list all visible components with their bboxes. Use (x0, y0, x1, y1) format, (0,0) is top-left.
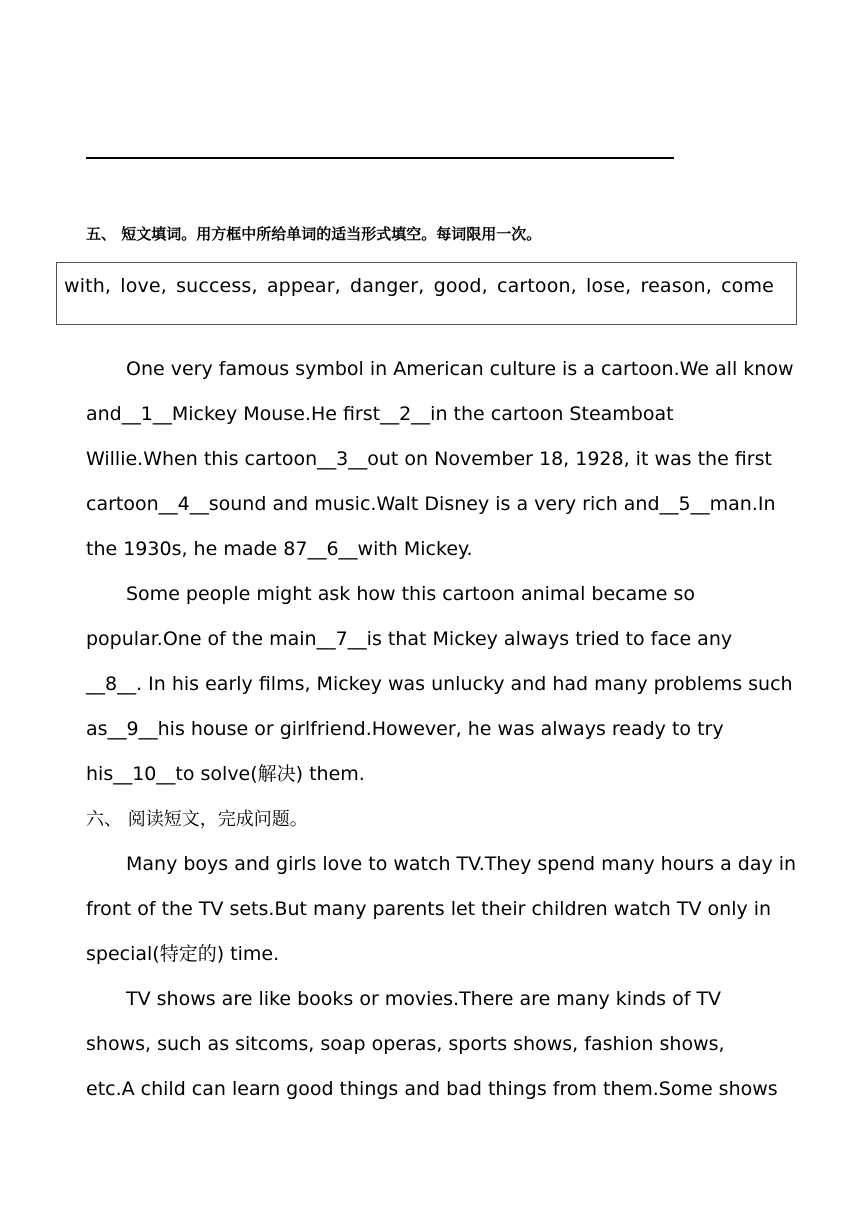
passage-line: __8__. In his early films, Mickey was unlucky and had many problems such (86, 673, 793, 695)
passage-line: his__10__to solve(解决) them. (86, 763, 365, 785)
section-6-title: 六、 阅读短文，完成问题。 (86, 809, 308, 830)
passage-line: and__1__Mickey Mouse.He first__2__in the cartoon Steamboat (86, 403, 674, 425)
word-box (56, 262, 797, 325)
passage-line: the 1930s, he made 87__6__with Mickey. (86, 538, 473, 560)
passage-line: TV shows are like books or movies.There are many kinds of TV (126, 988, 722, 1010)
passage-line: as__9__his house or girlfriend.However, he was always ready to try (86, 718, 724, 740)
passage-line: One very famous symbol in American culture is a cartoon.We all know (126, 358, 794, 380)
answer-line (86, 157, 674, 159)
passage-line: front of the TV sets.But many parents let their children watch TV only in (86, 898, 772, 920)
cloze-passage (86, 355, 794, 805)
passage-line: Some people might ask how this cartoon animal became so (126, 583, 695, 605)
word-box-list: with, love, success, appear, danger, good, cartoon, lose, reason, come (64, 275, 774, 297)
section-5-title: 五、 短文填词。用方框中所给单词的适当形式填空。每词限用一次。 (86, 225, 542, 243)
passage-line: shows, such as sitcoms, soap operas, sports shows, fashion shows, (86, 1033, 725, 1055)
passage-line: Many boys and girls love to watch TV.They spend many hours a day in (126, 853, 797, 875)
passage-line: popular.One of the main__7__is that Mickey always tried to face any (86, 628, 733, 650)
reading-passage (86, 850, 797, 1120)
passage-line: Willie.When this cartoon__3__out on November 18, 1928, it was the first (86, 448, 772, 470)
passage-line: special(特定的) time. (86, 943, 280, 965)
passage-line: cartoon__4__sound and music.Walt Disney is a very rich and__5__man.In (86, 493, 776, 515)
passage-line: etc.A child can learn good things and bad things from them.Some shows (86, 1078, 778, 1100)
